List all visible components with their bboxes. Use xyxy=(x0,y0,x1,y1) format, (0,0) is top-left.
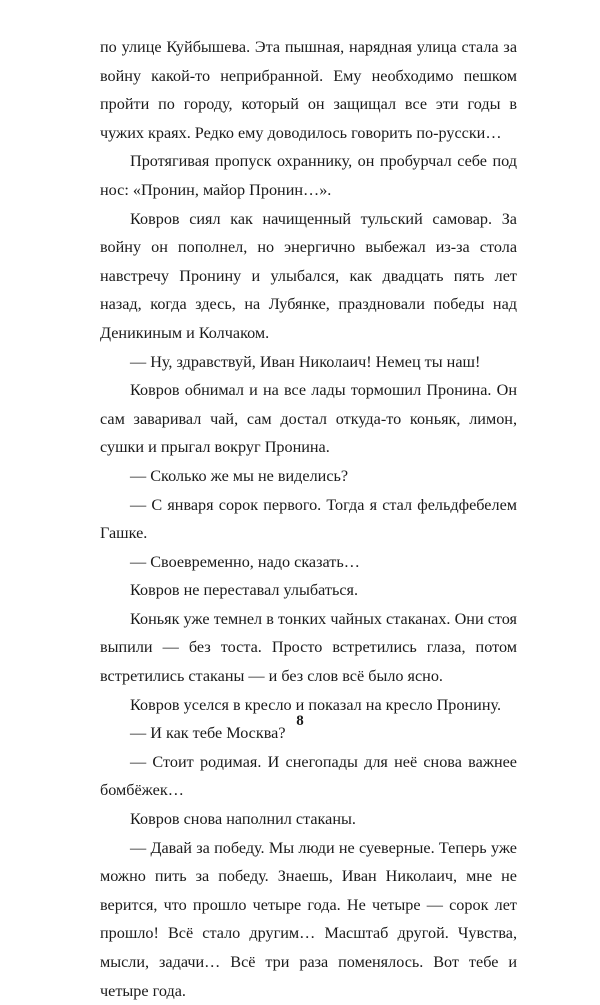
paragraph: Ковров уселся в кресло и показал на кресло Пронину. xyxy=(130,695,502,714)
dialogue-line: — Ну, здравствуй, Иван Николаич! Немец ты наш! xyxy=(130,352,481,371)
dialogue-line: — Давай за победу. Мы люди не суеверные. Теперь уже можно пить за победу. Знаешь, Иван Николаич, мне не верится, что прошло четыре года. Не четыре — сорок лет прошло! Всё стало другим… Масштаб другой. Чувства, мысли, задачи… Всё три раза поменялось. Вот тебе и четыре года. xyxy=(100,838,517,1000)
dialogue-line: — С января сорок первого. Тогда я стал фельдфебелем Гашке. xyxy=(100,495,517,543)
paragraph: Протягивая пропуск охраннику, он пробурчал себе под нос: «Пронин, майор Пронин…». xyxy=(100,152,517,199)
dialogue-line: — Стоит родимая. И снегопады для неё снова важнее бомбёжек… xyxy=(100,752,517,800)
paragraph: Ковров сиял как начищенный тульский самовар. За войну он пополнел, но энергично выбежал из-за стола навстречу Пронину и улыбался, как двадцать пять лет назад, когда здесь, на Лубянке, праздновали победы над Деникиным и Колчаком. xyxy=(100,209,517,342)
paragraph: Ковров снова наполнил стаканы. xyxy=(130,810,356,829)
dialogue-line: — Своевременно, надо сказать… xyxy=(130,552,360,571)
paragraph-continued: по улице Куйбышева. Эта пышная, нарядная улица стала за войну какой-то неприбранной. Ему необходимо пешком пройти по городу, который он защищал все эти годы в чужих краях. Редко ему доводилось говорить по-русски… xyxy=(100,38,517,142)
book-page-text xyxy=(100,33,517,1005)
paragraph: Ковров обнимал и на все лады тормошил Пронина. Он сам заваривал чай, сам достал откуда-то коньяк, лимон, сушки и прыгал вокруг Пронина. xyxy=(100,381,517,457)
page-number: 8 xyxy=(296,713,304,729)
dialogue-line: — Сколько же мы не виделись? xyxy=(130,466,349,485)
dialogue-line: — И как тебе Москва? xyxy=(130,724,286,743)
paragraph: Коньяк уже темнел в тонких чайных стаканах. Они стоя выпили — без тоста. Просто встретились глаза, потом встретились стаканы — и без слов всё было ясно. xyxy=(100,609,517,686)
paragraph: Ковров не переставал улыбаться. xyxy=(130,581,359,600)
